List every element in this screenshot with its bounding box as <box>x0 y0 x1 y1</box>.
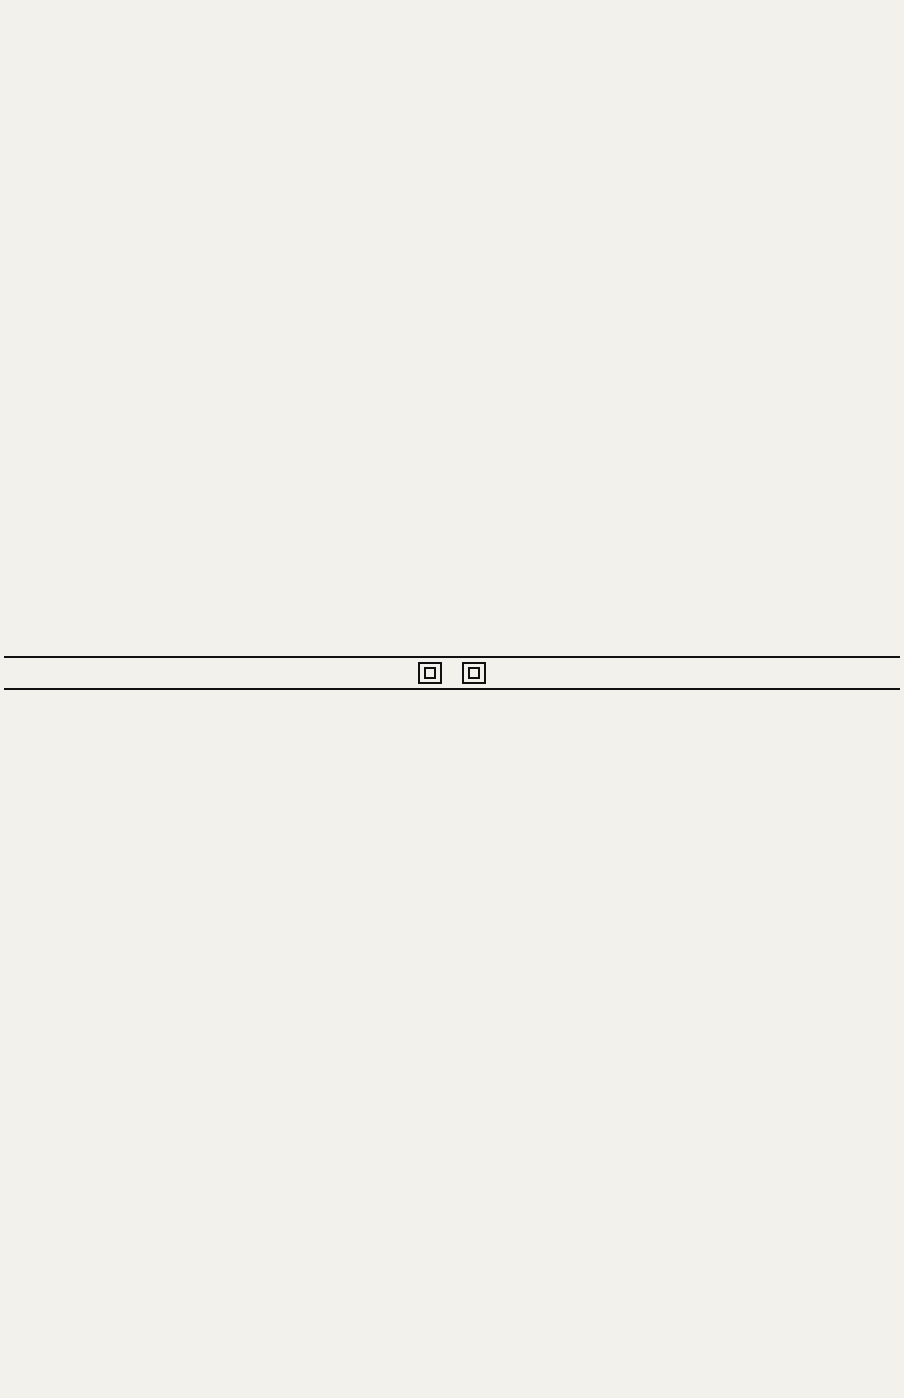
classified-columns <box>4 22 900 654</box>
page-folio <box>0 0 904 22</box>
house-icon <box>418 662 442 684</box>
service-guide-banner <box>4 656 900 690</box>
service-guide-columns <box>4 688 900 1394</box>
house-icon <box>462 662 486 684</box>
